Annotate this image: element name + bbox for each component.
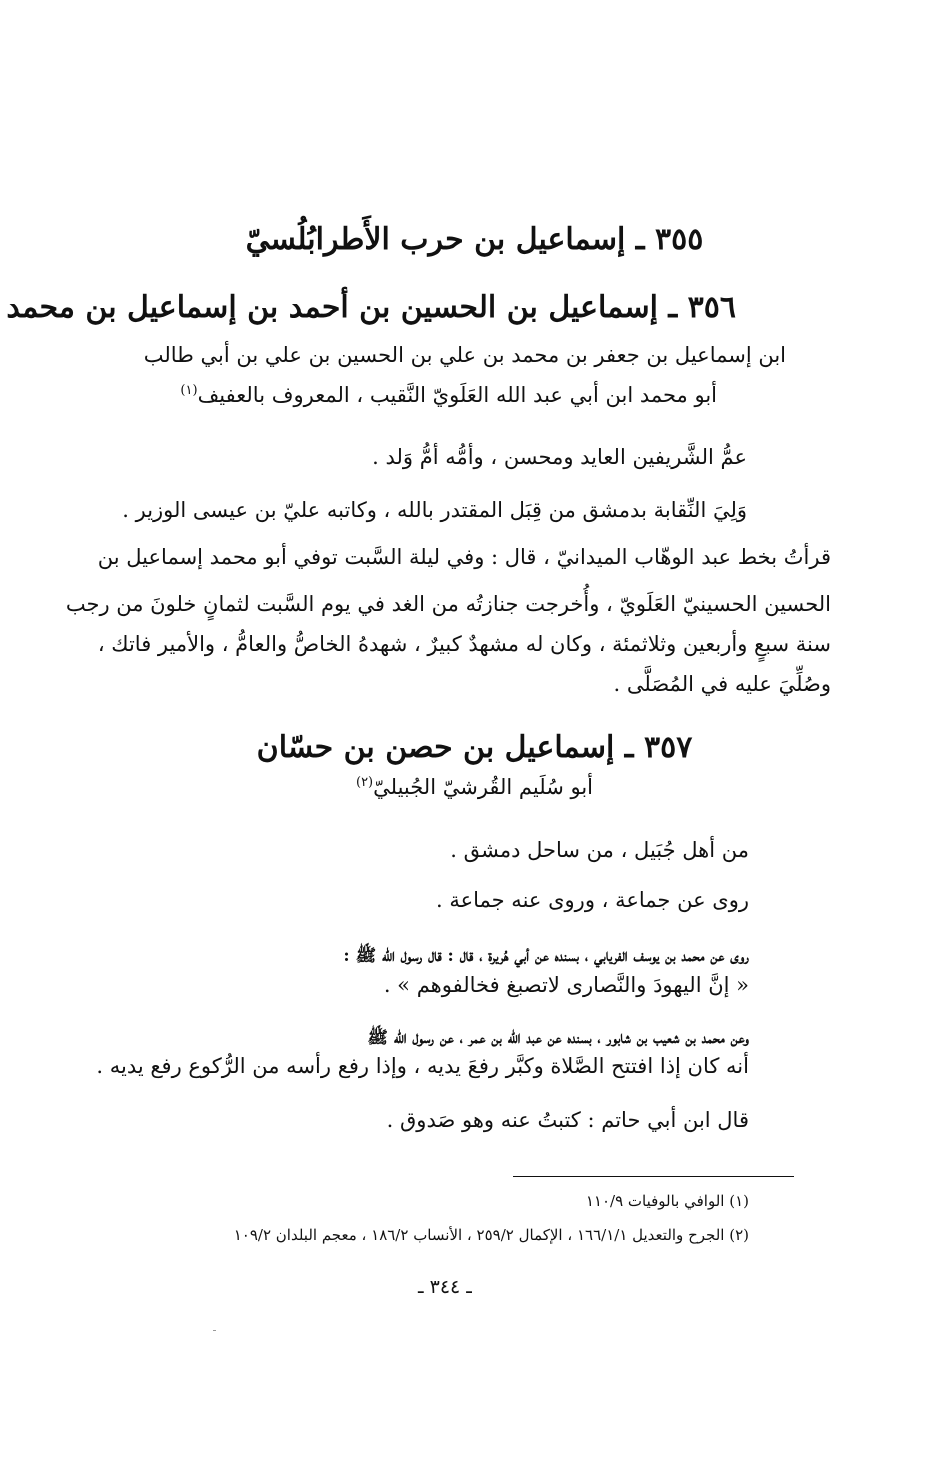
kunya-text: أبو سُلَيم القُرشيّ الجُبيليّ bbox=[373, 775, 593, 799]
entry-356-narration-line-1: قرأتُ بخط عبد الوهّاب الميدانيّ ، قال : وفي ليلة السَّبت توفي أبو محمد إسماعيل بن bbox=[97, 545, 831, 569]
entry-356-narration-line-4: وصُلِّيَ عليه في المُصَلَّى . bbox=[613, 672, 831, 696]
entry-356-lineage-line-2 bbox=[180, 383, 717, 407]
entry-356-lineage-line-1: ابن إسماعيل بن جعفر بن محمد بن علي بن الحسين بن علي بن أبي طالب bbox=[143, 343, 786, 367]
page-number: ـ ٣٤٤ ـ bbox=[418, 1276, 472, 1298]
entry-357-closing: قال ابن أبي حاتم : كتبتُ عنه وهو صَدوق . bbox=[386, 1108, 749, 1132]
hadith-1-text: « إنَّ اليهودَ والنَّصارى لاتصبغ فخالفوهم » . bbox=[383, 973, 749, 997]
entry-357-paragraph-1: من أهل جُبَيل ، من ساحل دمشق . bbox=[450, 838, 749, 862]
hadith-1-chain: روى عن محمد بن يوسف الفريابي ، بسنده عن أبي هُريرة ، قال : قال رسول الله ﷺ : bbox=[343, 946, 749, 966]
footnote-1: (١) الوافي بالوفيات ١١٠/٩ bbox=[585, 1192, 749, 1210]
entry-355-heading: ٣٥٥ ـ إسماعيل بن حرب الأَطرابُلُسيّ bbox=[245, 222, 704, 257]
entry-356-paragraph-2: وَلِيَ النِّقابة بدمشق من قِبَل المقتدر بالله ، وكاتبه عليّ بن عيسى الوزير . bbox=[122, 498, 747, 522]
entry-357-kunya bbox=[0, 775, 949, 799]
footnote-2: (٢) الجرح والتعديل ١٦٦/١/١ ، الإكمال ٢٥٩/٢ ، الأنساب ١٨٦/٢ ، معجم البلدان ١٠٩/٢ bbox=[233, 1226, 749, 1244]
hadith-2-chain: وعن محمد بن شعيب بن شابور ، بسنده عن عبد الله بن عمر ، عن رسول الله ﷺ bbox=[367, 1028, 749, 1048]
entry-356-narration-line-2: الحسين الحسينيّ العَلَويّ ، وأُخرجت جنازتُه من الغد في يوم السَّبت لثمانٍ خلونَ من رجب bbox=[65, 592, 831, 616]
entry-356-heading: ٣٥٦ ـ إسماعيل بن الحسين بن أحمد بن إسماعيل بن محمد bbox=[6, 290, 736, 325]
footnote-ref-2: (٢) bbox=[355, 775, 374, 790]
entry-356-narration-line-3: سنة سبعٍ وأربعين وثلاثمئة ، وكان له مشهدٌ كبيرٌ ، شهدهُ الخاصُّ والعامُّ ، والأمير فاتك ، bbox=[97, 632, 831, 656]
footnote-separator bbox=[513, 1176, 794, 1177]
scan-artifact bbox=[213, 1330, 216, 1331]
entry-356-paragraph-1: عمُّ الشَّريفين العايد ومحسن ، وأمُّه أمُّ وَلد . bbox=[372, 445, 747, 469]
entry-357-paragraph-2: روى عن جماعة ، وروى عنه جماعة . bbox=[435, 888, 749, 912]
lineage-text: أبو محمد ابن أبي عبد الله العَلَويّ النَّقيب ، المعروف بالعفيف bbox=[197, 383, 717, 407]
entry-357-heading: ٣٥٧ ـ إسماعيل بن حصن بن حسّان bbox=[256, 730, 693, 765]
footnote-ref-1: (١) bbox=[180, 383, 198, 398]
hadith-2-text: أنه كان إذا افتتح الصَّلاة وكبَّر رفعَ يديه ، وإذا رفع رأسه من الرُّكوع رفع يديه . bbox=[96, 1054, 749, 1078]
